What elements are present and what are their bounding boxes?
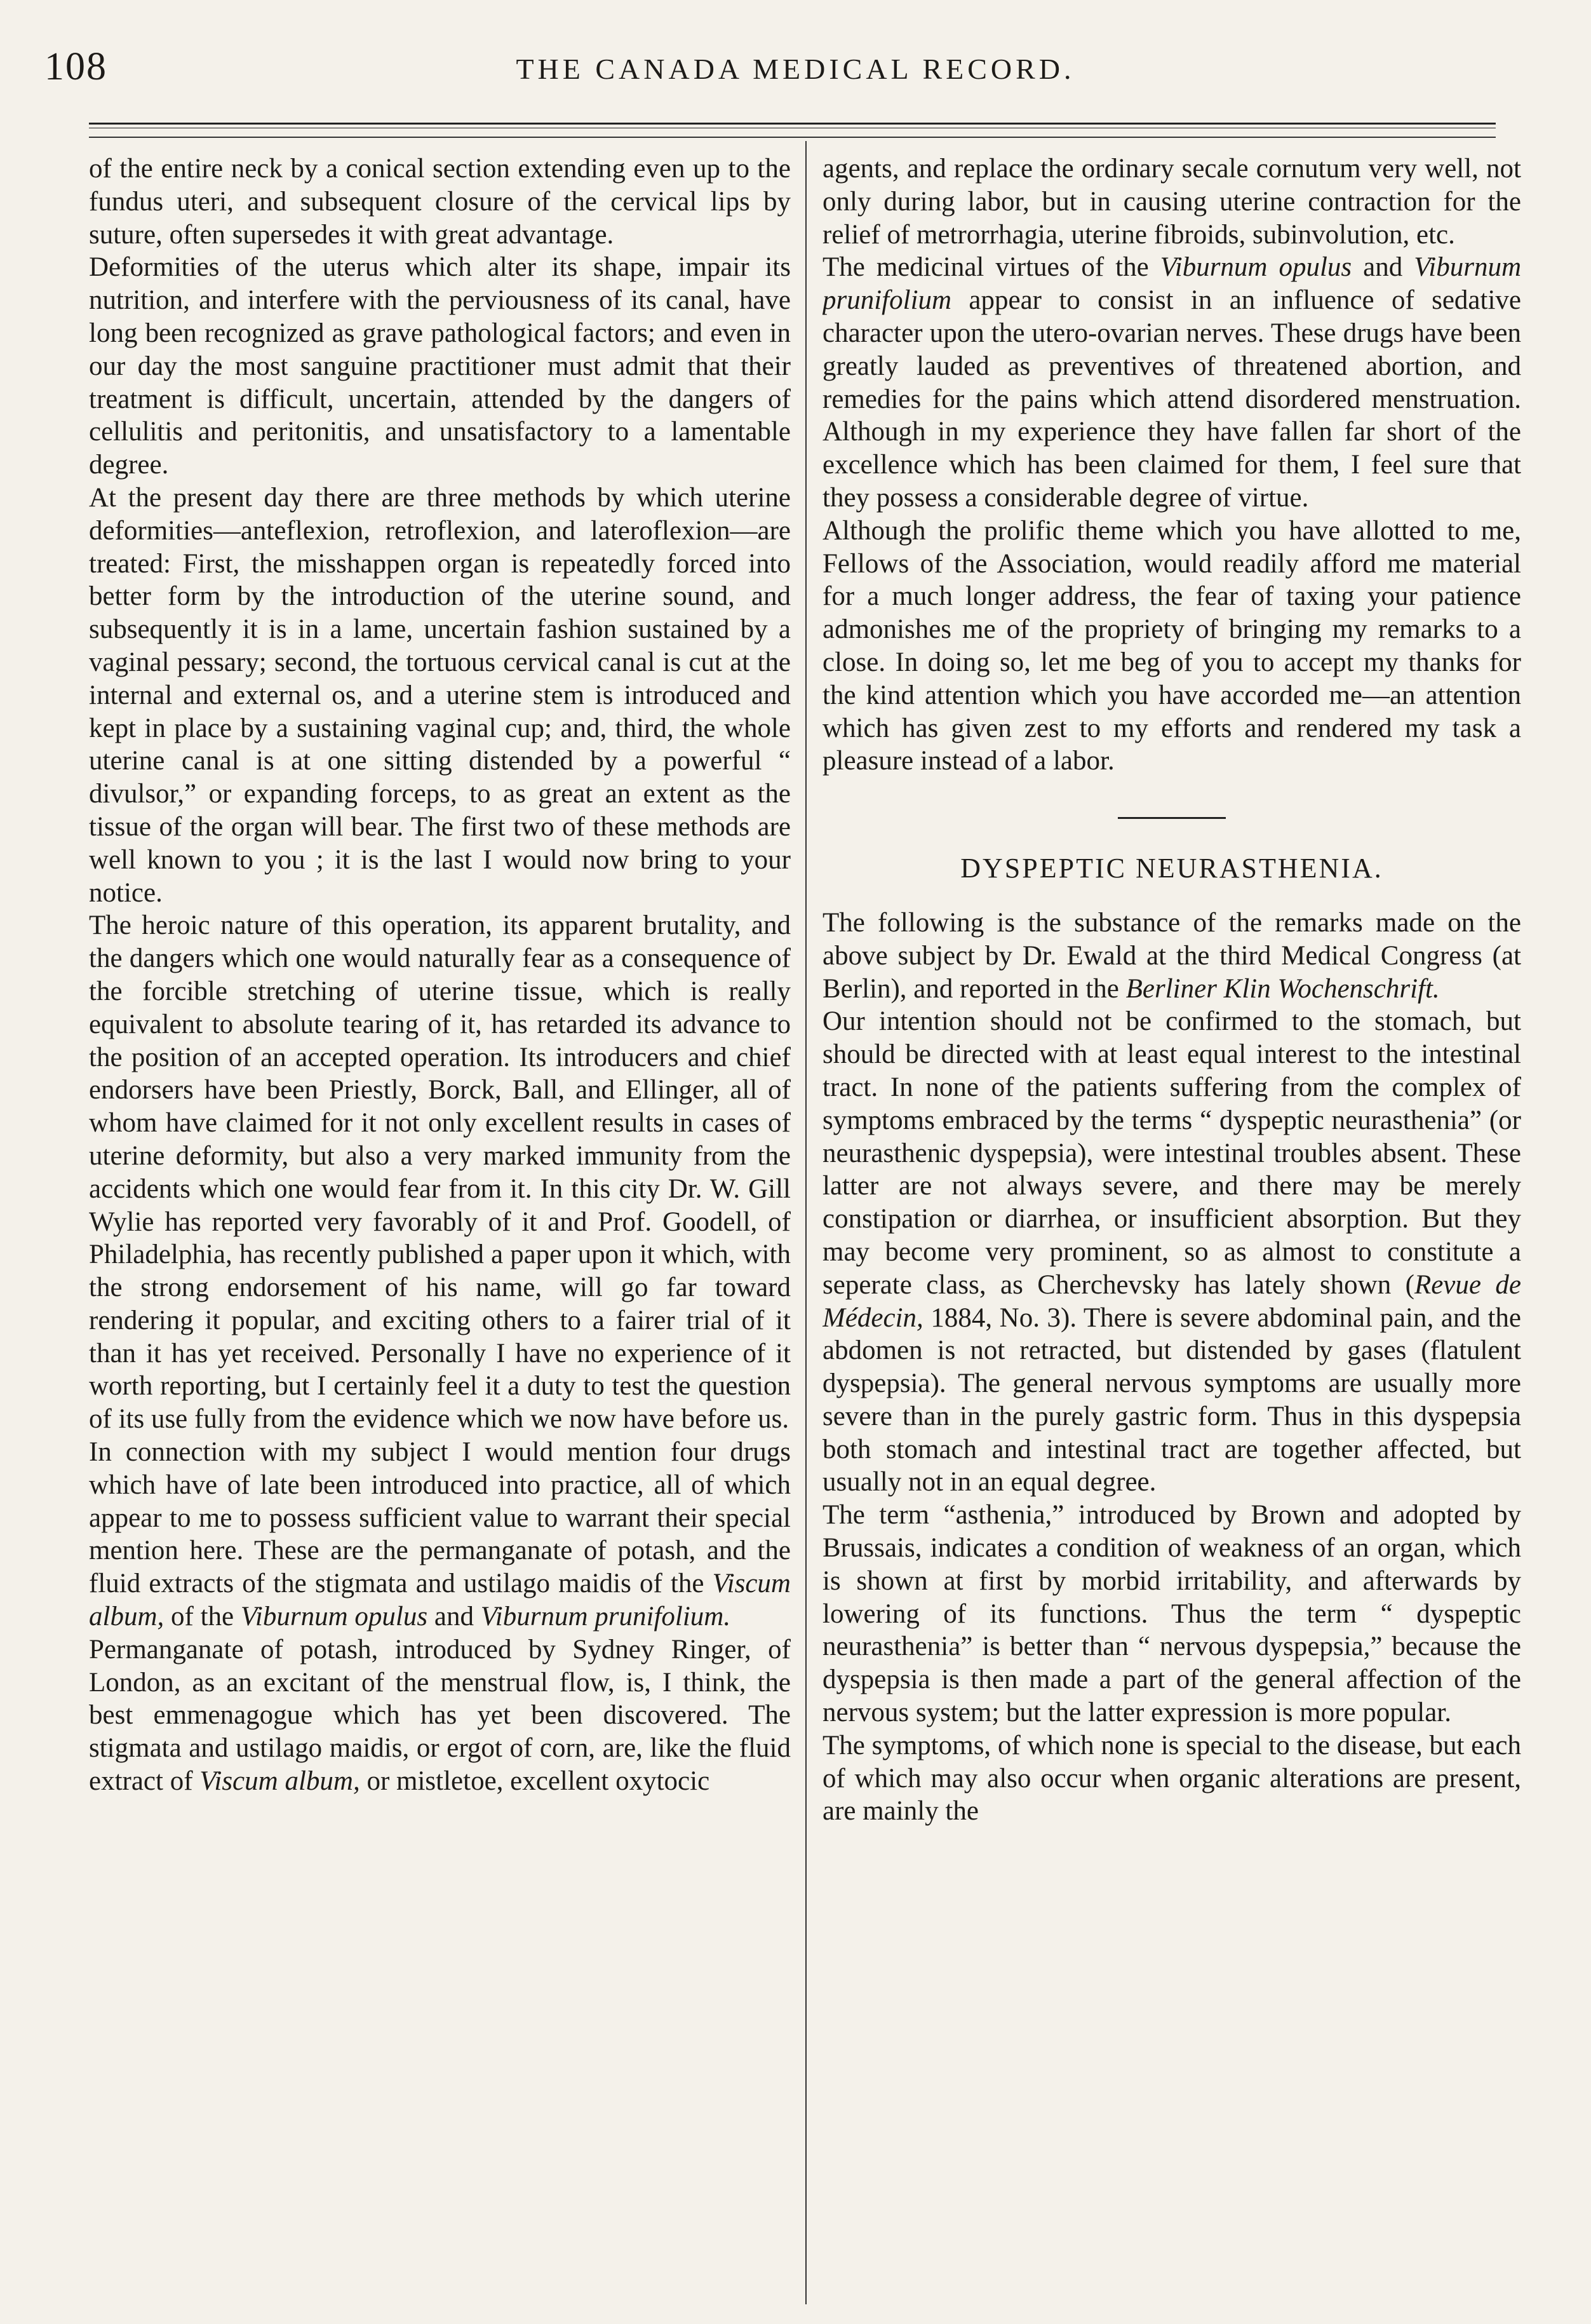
paragraph [822,251,1521,514]
species-name: Viburnum opulus [1160,252,1352,283]
species-name: Viscum album, [89,1569,791,1632]
section-divider [1118,817,1226,819]
paragraph: of the entire neck by a conical section extending even up to the fundus uteri, and subsequent closure of the cervical lips by suture, often supersedes it with great advantage. [89,154,791,250]
paragraph [89,1633,791,1798]
paragraph [822,907,1521,1005]
paragraph: The term “asthenia,” introduced by Brown and adopted by Brussais, indicates a condition of weakness of an organ, which is shown at first by morbid irritability, and afterwards by lowering of its functions. Thus the term “ dyspeptic neurasthenia” is better than “ nervous dyspepsia,” because the dyspepsia is then made a part of the general affection of the nervous system; but the latter expression is more popular. [822,1500,1521,1728]
paragraph [822,1005,1521,1499]
header-rule-secondary [89,137,1496,138]
section-heading: DYSPEPTIC NEURASTHENIA. [960,853,1383,884]
paragraph-text: and [1352,252,1414,283]
paragraph: Although the prolific theme which you have allotted to me, Fellows of the Association, would readily afford me material for a much longer address, the fear of taxing your patience admonishes me of the propriety of bringing my remarks to a close. In doing so, let me beg of you to accept my thanks for the kind attention which you have accorded me—an attention which has given zest to my efforts and rendered my task a pleasure instead of a labor. [822,515,1521,776]
column-divider [805,141,807,2304]
journal-title: Revue de Médecin, [822,1269,1521,1333]
paragraph-text: The medicinal virtues of the [822,252,1160,283]
paragraph-text: Permanganate of potash, introduced by Sydney Ringer, of London, as an excitant of the menstrual flow, is, I think, the best emmenagogue which has yet been discovered. The stigmata and ustilago maidis, or ergot of corn, are, like the fluid extract of [89,1634,791,1797]
species-name: Viburnum opulus [240,1602,428,1632]
paragraph: The symptoms, of which none is special to the disease, but each of which may also occur when organic alterations are present, are mainly the [822,1730,1521,1827]
paragraph-text: of the [164,1602,241,1632]
paragraph: agents, and replace the ordinary secale cornutum very well, not only during labor, but in causing uterine contraction for the relief of metrorrhagia, uterine fibroids, subinvolution, etc. [822,154,1521,250]
paragraph: Deformities of the uterus which alter its shape, impair its nutrition, and interfere with the perviousness of its canal, have long been recognized as grave pathological factors; and even in our day the most sanguine practitioner must admit that their treatment is difficult, uncertain, attended by the dangers of cellulitis and peritonitis, and unsatisfactory to a lamentable degree. [89,252,791,480]
paragraph-text: In connection with my subject I would mention four drugs which have of late been introduced into practice, all of which appear to me to possess sufficient value to warrant their special mention here. These are the permanganate of potash, and the fluid extracts of the stigmata and ustilago maidis of the [89,1437,791,1599]
species-name: Viburnum prunifolium [822,252,1521,316]
paragraph [89,1436,791,1633]
page-number: 108 [44,45,107,88]
paragraph-text: and [427,1602,481,1632]
species-name: Viscum album, [199,1766,360,1797]
right-column [822,152,1521,2294]
running-head: THE CANADA MEDICAL RECORD. [516,53,1075,85]
paragraph-text: or mistletoe, excellent oxytocic [359,1766,710,1797]
paragraph-text: appear to consist in an influence of sedative character upon the utero-ovarian nerves. These drugs have been greatly lauded as preventives of threatened abortion, and remedies for the pains which attend disordered menstruation. Although in my experience they have fallen far short of the excellence which has been claimed for them, I feel sure that they possess a considerable degree of virtue. [822,285,1521,513]
paragraph-text: 1884, No. 3). There is severe abdominal pain, and the abdomen is not retracted, but distended by gases (flatulent dyspepsia). The general nervous symptoms are usually more severe than in the purely gastric form. Thus in this dyspepsia both stomach and intestinal tract are together affected, but usually not in an equal degree. [822,1302,1521,1497]
journal-title: Berliner Klin Wochenschrift. [1125,973,1440,1004]
paragraph: The heroic nature of this operation, its apparent brutality, and the dangers which one would naturally fear as a consequence of the forcible stretching of uterine tissue, which is really equivalent to absolute tearing of it, has retarded its advance to the position of an accepted operation. Its introducers and chief endorsers have been Priestly, Borck, Ball, and Ellinger, all of whom have claimed for it not only excellent results in cases of uterine deformity, but also a very marked immunity from the accidents which one would fear from it. In this city Dr. W. Gill Wylie has reported very favorably of it and Prof. Goodell, of Philadelphia, has recently published a paper upon it which, with the strong endorsement of his name, will go far toward rendering it popular, and exciting others to a fairer trial of it than it has yet received. Personally I have no experience of it worth reporting, but I certainly feel it a duty to test the question of its use fully from the evidence which we now have before us. [89,910,791,1435]
species-name: Viburnum prunifolium. [480,1602,731,1632]
header-rule [89,123,1496,128]
paragraph-text: Our intention should not be confirmed to the stomach, but should be directed with at least equal interest to the intestinal tract. In none of the patients suffering from the complex of symptoms embraced by the terms “ dyspeptic neurasthenia” (or neurasthenic dyspepsia), were intestinal troubles absent. These latter are not always severe, and there may be merely constipation or diarrhea, or insufficient absorption. But they may become very prominent, so as almost to constitute a seperate class, as Cherchevsky has lately shown ( [822,1006,1521,1300]
left-column [89,152,791,2294]
paragraph-text: The following is the substance of the remarks made on the above subject by Dr. Ewald at the third Medical Congress (at Berlin), and reported in the [822,907,1521,1004]
paragraph: At the present day there are three methods by which uterine deformities—anteflexion, retroflexion, and lateroflexion—are treated: First, the misshappen organ is repeatedly forced into better form by the introduction of the uterine sound, and subsequently it is in a lame, uncertain fashion sustained by a vaginal pessary; second, the tortuous cervical canal is cut at the internal and external os, and a uterine stem is introduced and kept in place by a sustaining vaginal cup; and, third, the whole uterine canal is at one sitting distended by a powerful “ divulsor,” or expanding forceps, to as great an extent as the tissue of the organ will bear. The first two of these methods are well known to you ; it is the last I would now bring to your notice. [89,482,791,908]
